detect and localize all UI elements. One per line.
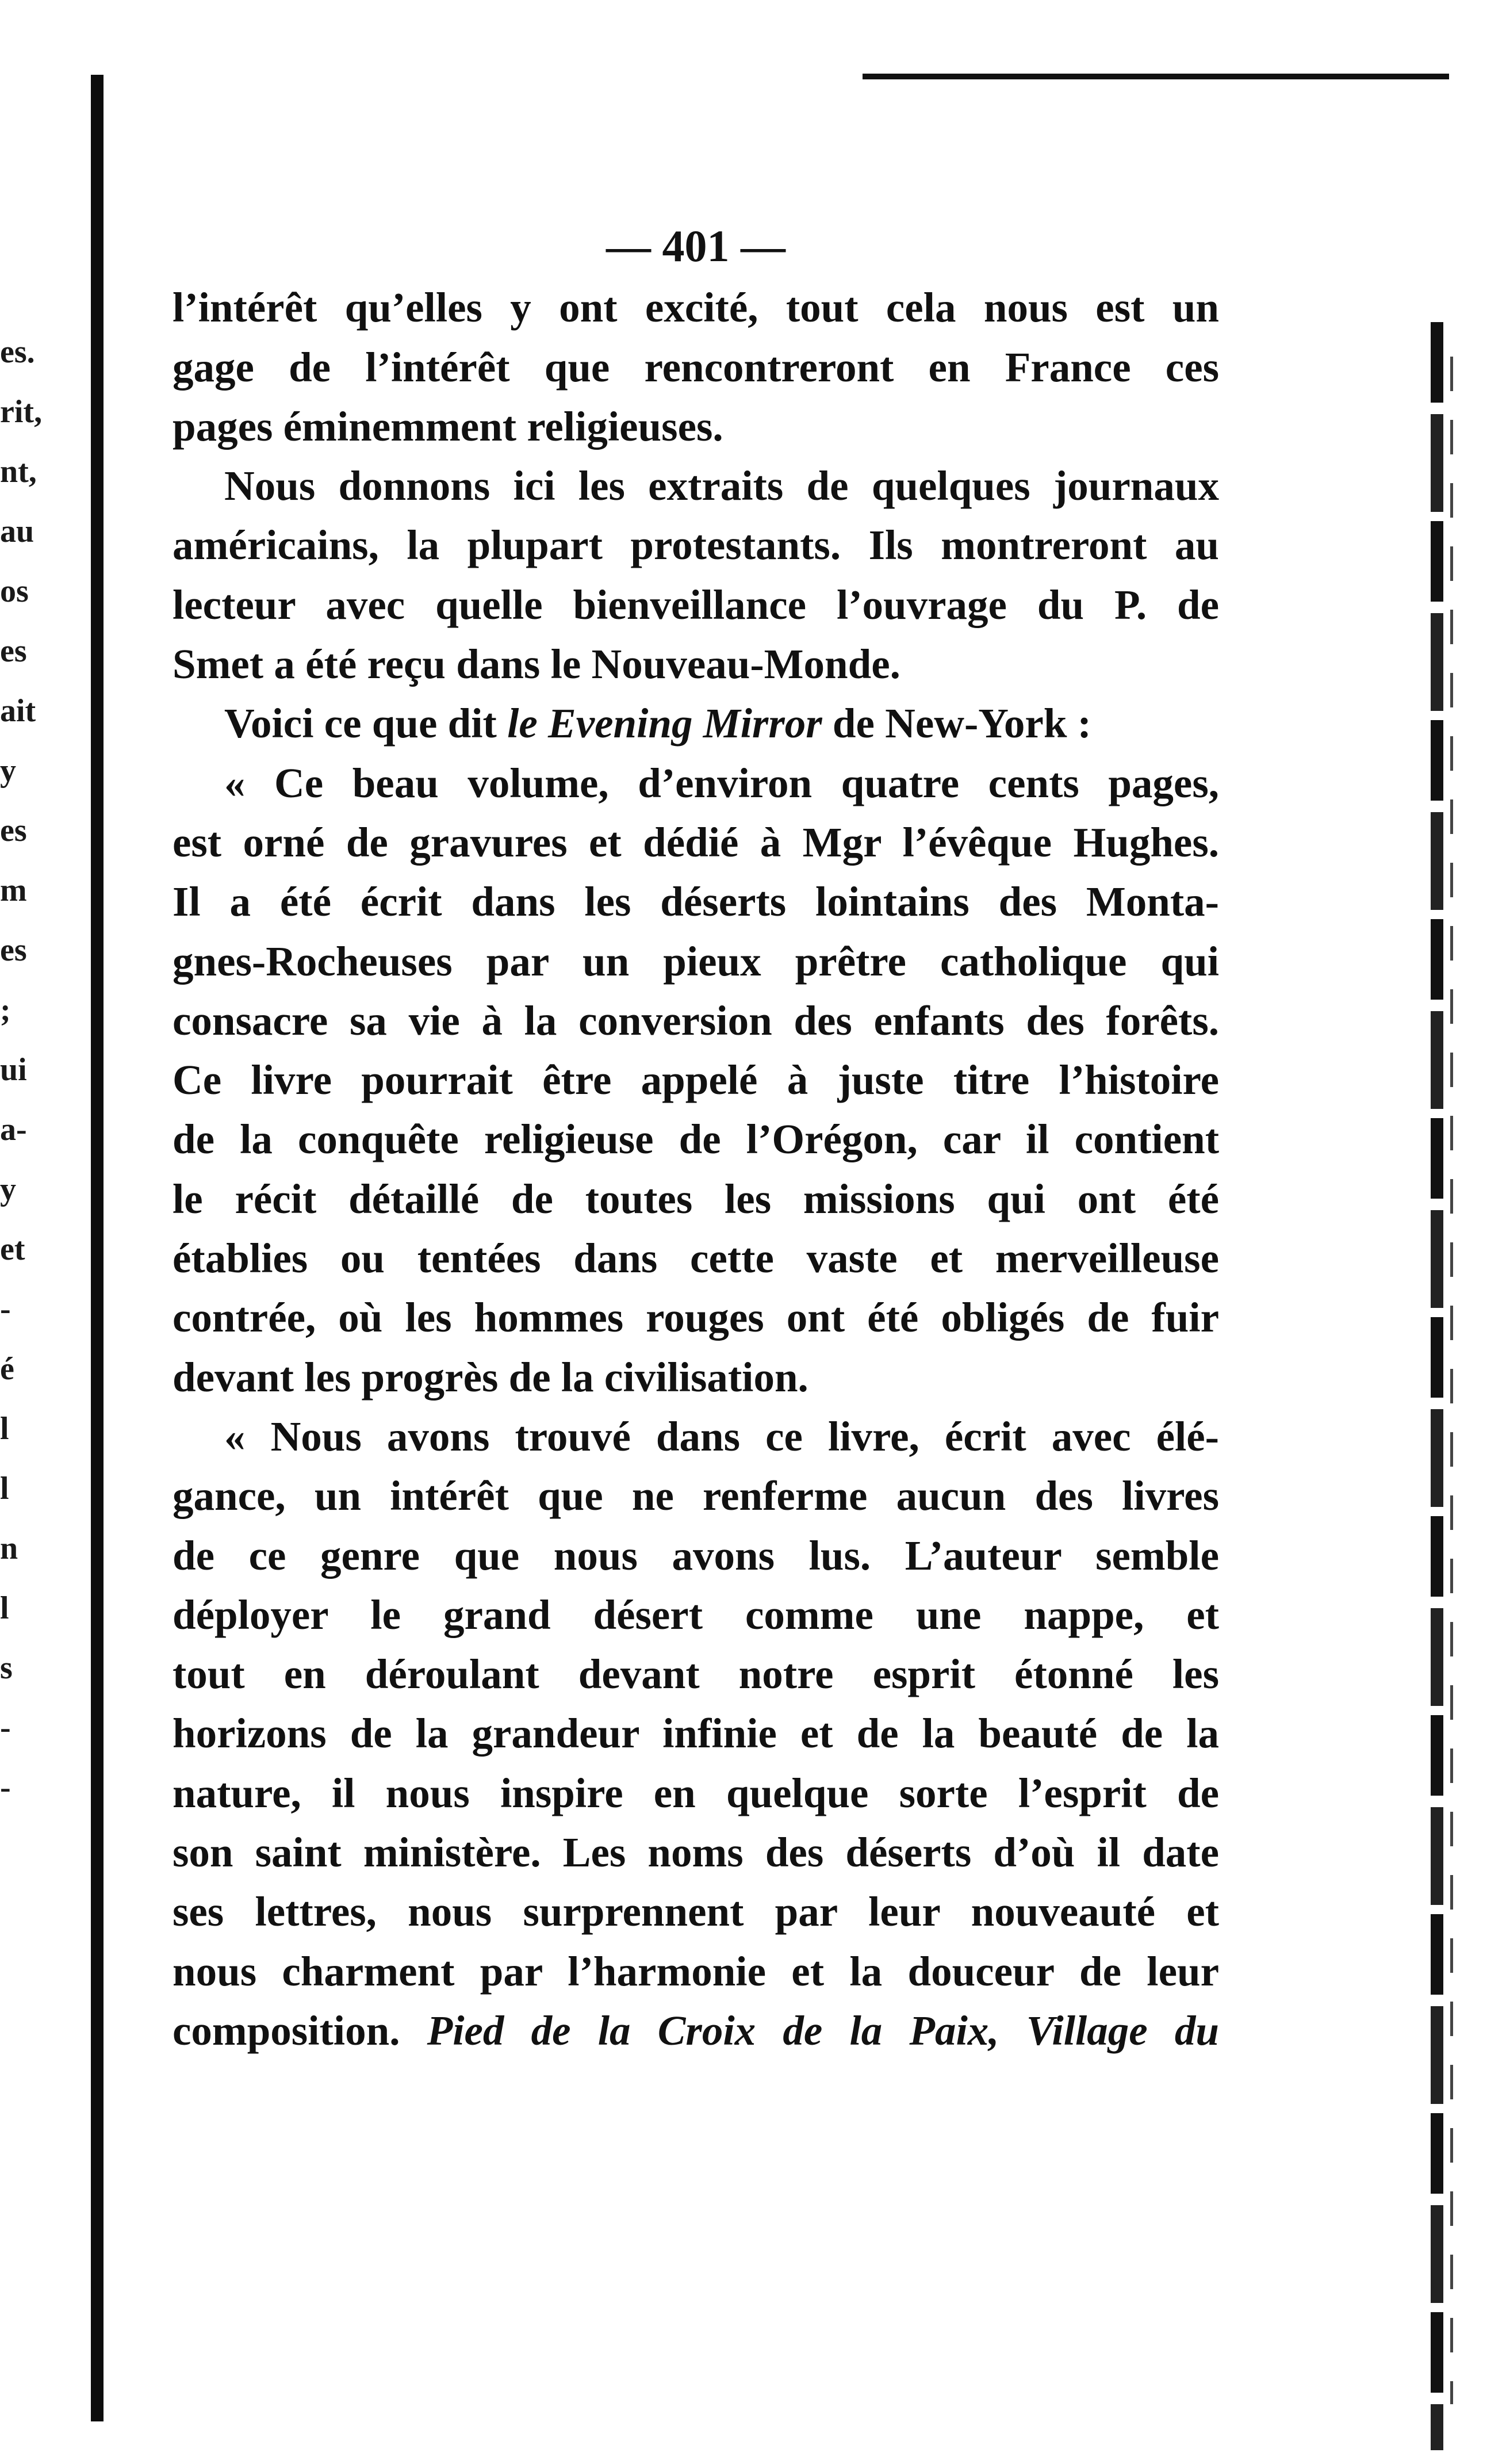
text-run: de New-York :: [822, 700, 1091, 747]
facing-page-fragment: es: [0, 633, 27, 669]
text-run: de la conquête religieuse de l’Orégon, car il contient: [173, 1116, 1219, 1163]
text-run: établies ou tentées dans cette vaste et merveilleuse: [173, 1235, 1219, 1282]
facing-page-fragment: a-: [0, 1112, 27, 1147]
facing-page-fragment: y: [0, 753, 16, 789]
text-line: [173, 932, 1219, 991]
text-run: Smet a été reçu dans le Nouveau-Monde.: [173, 641, 900, 688]
facing-page-fragment: é: [0, 1351, 14, 1387]
facing-page-fragment: l: [0, 1590, 9, 1626]
facing-page-fragment: es: [0, 932, 27, 968]
text-line: [173, 1644, 1219, 1704]
text-run: contrée, où les hommes rouges ont été obligés de fuir: [173, 1294, 1219, 1341]
text-line: [173, 753, 1219, 813]
facing-page-fragment: au: [0, 514, 35, 549]
text-line: [173, 1288, 1219, 1347]
text-run: « Nous avons trouvé dans ce livre, écrit avec élé-: [224, 1413, 1219, 1460]
facing-page-fragment: m: [0, 873, 27, 908]
page-number-spacer: [173, 219, 1219, 278]
binding-gutter-rule: [91, 75, 104, 2421]
facing-page-fragment: nt,: [0, 454, 37, 489]
italic-text: Pied de la Croix de la Paix, Village du: [427, 2007, 1219, 2054]
text-run: est orné de gravures et dédié à Mgr l’évêque Hughes.: [173, 818, 1219, 866]
text-line: [173, 1050, 1219, 1109]
facing-page-fragment: l: [0, 1411, 9, 1447]
text-line: [173, 1229, 1219, 1288]
text-run: Voici ce que dit: [224, 700, 508, 747]
text-run: déployer le grand désert comme une nappe, et: [173, 1591, 1219, 1638]
text-line: [173, 1109, 1219, 1169]
text-line: [173, 1704, 1219, 1763]
facing-page-fragment: et: [0, 1231, 25, 1267]
text-line: [173, 278, 1219, 337]
facing-page-fragment: s: [0, 1650, 13, 1686]
text-line: [173, 515, 1219, 575]
text-line: [173, 1348, 1219, 1407]
text-run: « Ce beau volume, d’environ quatre cents pages,: [224, 759, 1219, 806]
text-line: [173, 1823, 1219, 1882]
text-line: [173, 1942, 1219, 2001]
page-number: — 401 —: [606, 221, 785, 271]
text-line: [173, 634, 1219, 694]
text-line: [173, 1169, 1219, 1229]
top-edge-rule: [863, 74, 1449, 79]
facing-page-fragment: -: [0, 1770, 11, 1805]
text-line: [173, 338, 1219, 397]
text-line: [173, 1526, 1219, 1585]
text-line: [173, 1466, 1219, 1525]
text-run: gnes-Rocheuses par un pieux prêtre catholique qui: [173, 938, 1219, 985]
text-run: le récit détaillé de toutes les missions qui ont été: [173, 1175, 1219, 1222]
text-run: ses lettres, nous surprennent par leur nouveauté et: [173, 1888, 1219, 1935]
text-run: l’intérêt qu’elles y ont excité, tout cela nous est un: [173, 284, 1219, 331]
text-run: nous charment par l’harmonie et la douceur de leur: [173, 1948, 1219, 1995]
text-run: Nous donnons ici les extraits de quelques journaux: [224, 462, 1219, 510]
facing-page-fragment: rit,: [0, 394, 43, 430]
facing-page-fragment: es: [0, 813, 27, 848]
text-line: [173, 694, 1219, 753]
text-line: [173, 1407, 1219, 1466]
text-line: [173, 1763, 1219, 1823]
facing-page-fragment: y: [0, 1172, 16, 1207]
text-run: son saint ministère. Les noms des déserts d’où il date: [173, 1829, 1219, 1876]
text-run: tout en déroulant devant notre esprit étonné les: [173, 1651, 1219, 1698]
text-run: consacre sa vie à la conversion des enfants des forêts.: [173, 997, 1219, 1044]
facing-page-fragments: [0, 322, 86, 1818]
right-page-edge: [1431, 322, 1443, 2450]
text-run: pages éminemment religieuses.: [173, 403, 723, 450]
text-run: horizons de la grandeur infinie et de la beauté de la: [173, 1710, 1219, 1757]
text-line: [173, 575, 1219, 634]
italic-text: le Evening Mirror: [507, 700, 822, 747]
body-text: [173, 219, 1219, 2060]
text-run: américains, la plupart protestants. Ils montreront au: [173, 522, 1219, 569]
text-line: [173, 397, 1219, 456]
right-page-edge-thin: [1450, 357, 1453, 2404]
text-line: [173, 872, 1219, 931]
facing-page-fragment: ;: [0, 992, 11, 1028]
text-line: [173, 2001, 1219, 2060]
text-line: [173, 1585, 1219, 1644]
text-line: [173, 1882, 1219, 1941]
facing-page-fragment: os: [0, 573, 29, 609]
facing-page-fragment: ait: [0, 693, 36, 729]
text-run: gance, un intérêt que ne renferme aucun des livres: [173, 1472, 1219, 1520]
text-run: lecteur avec quelle bienveillance l’ouvrage du P. de: [173, 581, 1219, 628]
facing-page-fragment: l: [0, 1471, 9, 1506]
facing-page-fragment: n: [0, 1531, 18, 1566]
text-run: devant les progrès de la civilisation.: [173, 1353, 808, 1401]
text-line: [173, 456, 1219, 515]
text-line: [173, 991, 1219, 1050]
text-run: de ce genre que nous avons lus. L’auteur semble: [173, 1532, 1219, 1579]
facing-page-fragment: es.: [0, 334, 35, 370]
text-run: gage de l’intérêt que rencontreront en France ces: [173, 343, 1219, 391]
text-run: composition.: [173, 2007, 427, 2054]
facing-page-fragment: ui: [0, 1052, 27, 1088]
text-line: [173, 813, 1219, 872]
facing-page-fragment: -: [0, 1291, 11, 1327]
text-run: Il a été écrit dans les déserts lointains des Monta-: [173, 878, 1219, 925]
text-run: Ce livre pourrait être appelé à juste titre l’histoire: [173, 1057, 1219, 1104]
text-run: nature, il nous inspire en quelque sorte l’esprit de: [173, 1769, 1219, 1816]
facing-page-fragment: -: [0, 1710, 11, 1746]
